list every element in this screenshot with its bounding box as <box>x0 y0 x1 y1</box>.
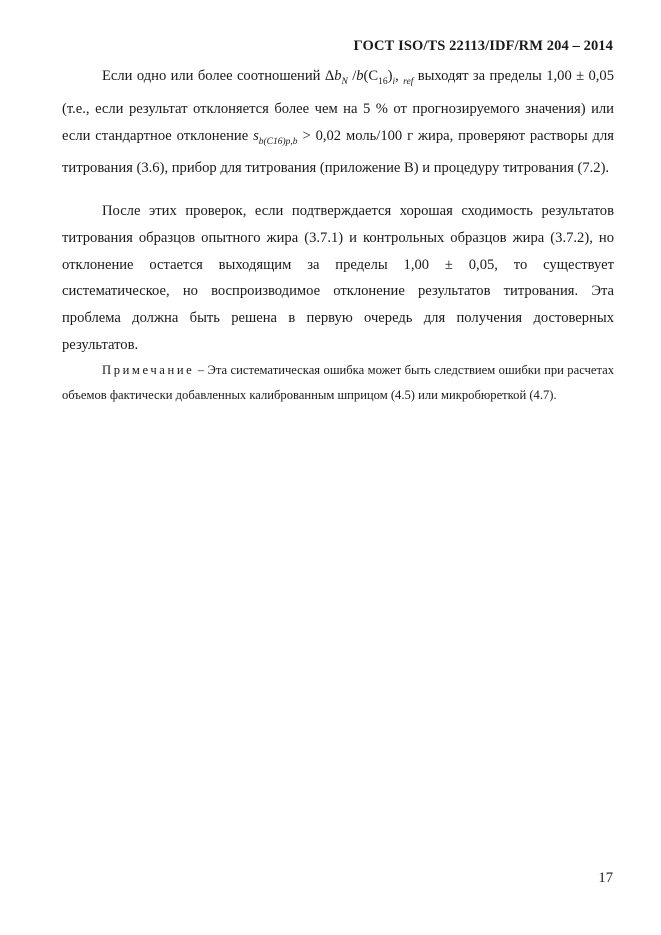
p1-var-s: s <box>253 127 259 144</box>
paragraph-1 <box>62 63 614 182</box>
page-number: 17 <box>598 870 613 886</box>
note <box>62 358 614 407</box>
p1-sub-ref: ref <box>403 76 414 87</box>
p1-var-b: b <box>334 68 342 84</box>
p1-sub-s: b(C16)p,b <box>258 136 298 147</box>
p2-text: После этих проверок, если подтверждается хорошая сходимость результатов титрования образцов опытного жира (3.7.1) и контрольных образцов жира (3.7.2), но отклонение остается выходящим за пределы 1,00 ± 0,05, то существует систематическое, но воспроизводимое отклонение результатов титрования. Эта проблема должна быть решена в первую очередь для получения достоверных результатов. <box>62 203 614 353</box>
p1-text-c: (C <box>363 68 379 84</box>
p1-text-e: выходят за пределы 1,00 ± 0,05 (т.е., если результат отклоняется более чем на 5 % от прогнозируемого значения) или если стандартное отклонение <box>62 68 614 144</box>
note-label: Примечание <box>102 363 195 377</box>
p1-sep: , <box>395 68 404 84</box>
p1-var-b2: b <box>356 68 364 84</box>
p1-text-f: > 0,02 моль/100 г жира, проверяют растворы для титрования (3.6), прибор для титрования (приложение В) и процедуру титрования (7.2). <box>62 127 614 177</box>
p1-sub-i: i <box>392 76 396 87</box>
document-header: ГОСТ ISO/TS 22113/IDF/RM 204 – 2014 <box>353 38 613 54</box>
p1-text-d: ) <box>387 68 393 84</box>
p1-sub-n: N <box>341 76 348 87</box>
p1-text-a: Если одно или более соотношений Δ <box>102 68 335 84</box>
p1-text-b: / <box>347 68 357 84</box>
paragraph-2 <box>62 198 614 359</box>
note-text: – Эта систематическая ошибка может быть следствием ошибки при расчетах объемов фактически добавленных калиброванным шприцом (4.5) или микробюреткой (4.7). <box>62 363 614 402</box>
p1-sub-16: 16 <box>378 76 388 87</box>
